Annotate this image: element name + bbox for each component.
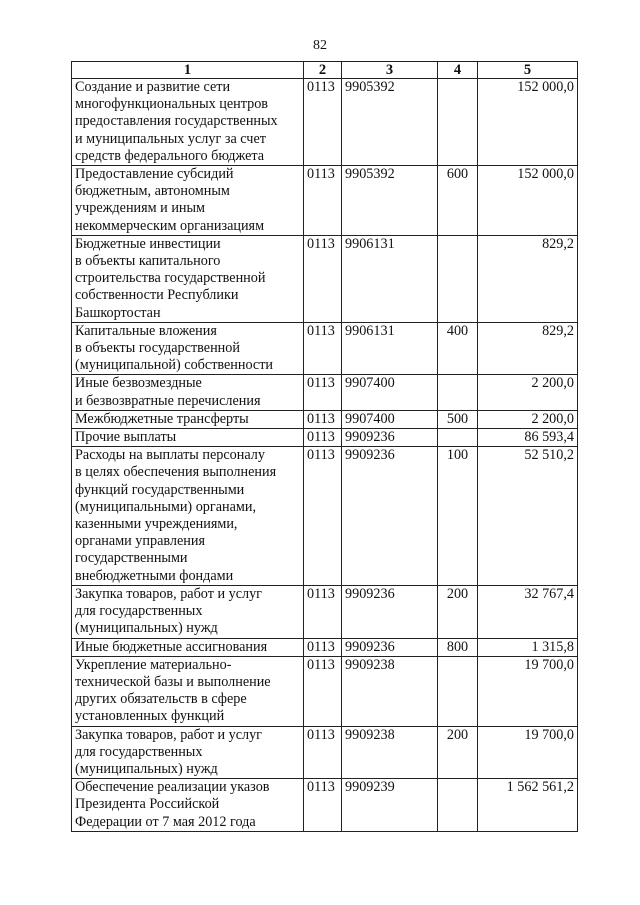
table-header-row: [72, 62, 578, 79]
amount-cell: 1 315,8: [478, 638, 578, 656]
amount-cell: 19 700,0: [478, 726, 578, 779]
expense-name-line: в целях обеспечения выполнения: [75, 464, 277, 481]
expense-name-cell: [72, 79, 304, 166]
column-header-1: 1: [72, 62, 304, 79]
expense-name-line: установленных функций: [75, 708, 225, 725]
target-article-cell: 9909238: [342, 726, 438, 779]
expense-type-cell: 200: [438, 726, 478, 779]
amount-cell: 86 593,4: [478, 429, 578, 447]
expense-name-line: технической базы и выполнение: [75, 673, 271, 690]
expense-name-line: Капитальные вложения: [75, 322, 217, 339]
expense-name-line: (муниципальных) нужд: [75, 760, 218, 777]
expense-name-line: функций государственными: [75, 481, 245, 498]
expense-name-line: казенными учреждениями,: [75, 516, 238, 533]
expense-name-cell: [72, 447, 304, 586]
target-article-cell: 9909238: [342, 656, 438, 726]
expense-type-cell: 500: [438, 410, 478, 428]
amount-cell: 19 700,0: [478, 656, 578, 726]
section-code-cell: 0113: [304, 779, 342, 832]
section-code-cell: 0113: [304, 726, 342, 779]
expense-name-line: Башкортостан: [75, 304, 161, 321]
expense-name-line: Закупка товаров, работ и услуг: [75, 585, 262, 602]
expense-name-line: предоставления государственных: [75, 113, 278, 130]
table-row: [72, 410, 578, 428]
expense-type-cell: 600: [438, 166, 478, 236]
expense-type-cell: [438, 79, 478, 166]
expense-name-line: и муниципальных услуг за счет: [75, 130, 266, 147]
expense-name-line: Бюджетные инвестиции: [75, 235, 221, 252]
target-article-cell: 9907400: [342, 375, 438, 410]
amount-cell: 2 200,0: [478, 375, 578, 410]
table-row: [72, 375, 578, 410]
amount-cell: 152 000,0: [478, 166, 578, 236]
expense-type-cell: [438, 656, 478, 726]
target-article-cell: 9907400: [342, 410, 438, 428]
amount-cell: 2 200,0: [478, 410, 578, 428]
expense-name-line: для государственных: [75, 603, 203, 620]
expense-name-line: (муниципальными) органами,: [75, 498, 257, 515]
target-article-cell: 9909239: [342, 779, 438, 832]
column-header-3: 3: [342, 62, 438, 79]
target-article-cell: 9909236: [342, 638, 438, 656]
amount-cell: 152 000,0: [478, 79, 578, 166]
expense-name-line: Иные бюджетные ассигнования: [75, 638, 268, 655]
target-article-cell: 9906131: [342, 322, 438, 375]
amount-cell: 32 767,4: [478, 585, 578, 638]
expense-name-line: Иные безвозмездные: [75, 375, 202, 392]
table-row: [72, 656, 578, 726]
target-article-cell: 9909236: [342, 429, 438, 447]
section-code-cell: 0113: [304, 322, 342, 375]
expense-name-line: внебюджетными фондами: [75, 567, 234, 584]
column-header-5: 5: [478, 62, 578, 79]
expense-name-line: Укрепление материально-: [75, 656, 232, 673]
section-code-cell: 0113: [304, 375, 342, 410]
target-article-cell: 9909236: [342, 447, 438, 586]
section-code-cell: 0113: [304, 585, 342, 638]
expense-name-line: Обеспечение реализации указов: [75, 779, 270, 796]
amount-cell: 52 510,2: [478, 447, 578, 586]
amount-cell: 1 562 561,2: [478, 779, 578, 832]
expense-type-cell: [438, 779, 478, 832]
expense-name-line: строительства государственной: [75, 270, 266, 287]
target-article-cell: 9905392: [342, 79, 438, 166]
expense-name-line: Предоставление субсидий: [75, 166, 234, 183]
expense-name-cell: [72, 656, 304, 726]
table-row: [72, 779, 578, 832]
expense-name-cell: [72, 779, 304, 832]
expense-type-cell: 800: [438, 638, 478, 656]
expense-name-line: органами управления: [75, 533, 205, 550]
expense-type-cell: 400: [438, 322, 478, 375]
table-row: [72, 726, 578, 779]
section-code-cell: 0113: [304, 166, 342, 236]
page-number: 82: [313, 38, 327, 53]
amount-cell: 829,2: [478, 322, 578, 375]
expense-type-cell: 200: [438, 585, 478, 638]
expense-name-line: Федерации от 7 мая 2012 года: [75, 813, 256, 830]
expense-name-line: для государственных: [75, 743, 203, 760]
section-code-cell: 0113: [304, 410, 342, 428]
expense-type-cell: [438, 235, 478, 322]
table-row: [72, 585, 578, 638]
expense-name-line: в объекты капитального: [75, 253, 221, 270]
table-row: [72, 79, 578, 166]
column-header-4: 4: [438, 62, 478, 79]
expense-name-cell: [72, 585, 304, 638]
expense-name-line: Межбюджетные трансферты: [75, 410, 249, 427]
table-row: [72, 429, 578, 447]
target-article-cell: 9909236: [342, 585, 438, 638]
section-code-cell: 0113: [304, 235, 342, 322]
expense-name-line: бюджетным, автономным: [75, 183, 230, 200]
expense-name-line: некоммерческим организациям: [75, 217, 265, 234]
table-row: [72, 235, 578, 322]
target-article-cell: 9905392: [342, 166, 438, 236]
expense-type-cell: 100: [438, 447, 478, 586]
table-row: [72, 322, 578, 375]
table-body: [72, 79, 578, 832]
expense-name-cell: [72, 429, 304, 447]
table-row: [72, 638, 578, 656]
expense-name-line: в объекты государственной: [75, 340, 240, 357]
expense-name-line: Президента Российской: [75, 796, 220, 813]
expense-name-line: учреждениям и иным: [75, 200, 206, 217]
section-code-cell: 0113: [304, 447, 342, 586]
expense-name-cell: [72, 375, 304, 410]
expense-name-cell: [72, 235, 304, 322]
section-code-cell: 0113: [304, 79, 342, 166]
expense-name-line: государственными: [75, 550, 188, 567]
table-row: [72, 166, 578, 236]
expense-name-cell: [72, 638, 304, 656]
expense-name-line: (муниципальной) собственности: [75, 357, 274, 374]
expense-name-cell: [72, 726, 304, 779]
expense-name-line: других обязательств в сфере: [75, 691, 247, 708]
column-header-2: 2: [304, 62, 342, 79]
expense-name-line: Расходы на выплаты персоналу: [75, 447, 265, 464]
expense-name-cell: [72, 410, 304, 428]
section-code-cell: 0113: [304, 656, 342, 726]
amount-cell: 829,2: [478, 235, 578, 322]
expense-name-line: и безвозвратные перечисления: [75, 392, 261, 409]
section-code-cell: 0113: [304, 429, 342, 447]
expense-name-line: многофункциональных центров: [75, 96, 268, 113]
expense-type-cell: [438, 429, 478, 447]
expense-name-line: Закупка товаров, работ и услуг: [75, 726, 262, 743]
expense-name-line: Создание и развитие сети: [75, 79, 231, 95]
target-article-cell: 9906131: [342, 235, 438, 322]
expense-type-cell: [438, 375, 478, 410]
table-row: [72, 447, 578, 586]
expense-name-line: средств федерального бюджета: [75, 147, 265, 164]
expense-name-line: собственности Республики: [75, 287, 239, 304]
expense-name-line: Прочие выплаты: [75, 429, 177, 446]
budget-table: [71, 61, 578, 832]
expense-name-cell: [72, 322, 304, 375]
section-code-cell: 0113: [304, 638, 342, 656]
expense-name-line: (муниципальных) нужд: [75, 620, 218, 637]
expense-name-cell: [72, 166, 304, 236]
